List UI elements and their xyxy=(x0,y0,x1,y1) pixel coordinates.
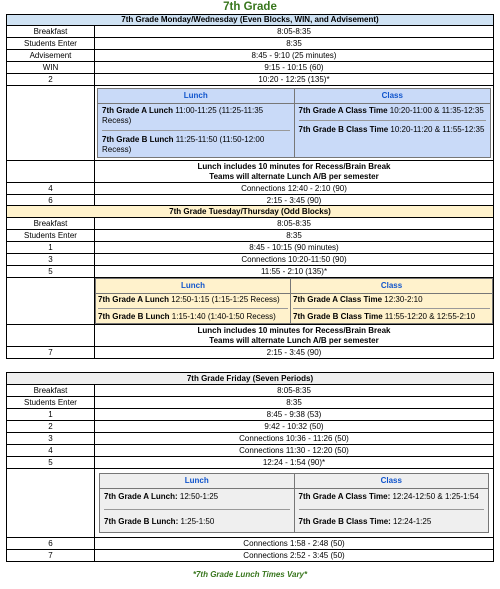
tth-label: 7 xyxy=(7,347,95,359)
fri-header: 7th Grade Friday (Seven Periods) xyxy=(7,373,494,385)
mw-b-class-label: 7th Grade B Class Time xyxy=(298,125,389,134)
fri-lunch-class-table xyxy=(99,473,489,533)
mw-time: 8:35 xyxy=(95,38,494,50)
mw-b-class-time: 10:20-11:20 & 11:55-12:35 xyxy=(388,125,485,134)
fri-class-header: Class xyxy=(294,474,489,489)
mw-b-lunch-label: 7th Grade B Lunch xyxy=(102,135,174,144)
tth-label: 3 xyxy=(7,254,95,266)
fri-time: Connections 2:52 - 3:45 (50) xyxy=(95,550,494,562)
fri-b-lunch-label: 7th Grade B Lunch: xyxy=(104,517,179,526)
mw-time: Connections 12:40 - 2:10 (90) xyxy=(95,183,494,195)
fri-b-lunch-time: 1:25-1:50 xyxy=(178,517,215,526)
lunch-footnote: *7th Grade Lunch Times Vary* xyxy=(192,570,308,579)
tth-time: 8:35 xyxy=(95,230,494,242)
mw-note-recess: Lunch includes 10 minutes for Recess/Brain Break xyxy=(197,161,391,171)
page-title: 7th Grade xyxy=(223,1,277,13)
mw-a-class-time: 10:20-11:00 & 11:35-12:35 xyxy=(387,106,484,115)
mw-note-alternate: Teams will alternate Lunch A/B per semester xyxy=(209,171,379,181)
mw-a-class-label: 7th Grade A Class Time xyxy=(298,106,388,115)
tth-label: Students Enter xyxy=(7,230,95,242)
mw-label: 4 xyxy=(7,183,95,195)
tth-b-lunch-label: 7th Grade B Lunch xyxy=(98,312,170,321)
fri-label: 3 xyxy=(7,433,95,445)
mw-a-lunch-label: 7th Grade A Lunch xyxy=(102,106,173,115)
tth-label: 5 xyxy=(7,266,95,278)
tth-b-class-time: 11:55-12:20 & 12:55-2:10 xyxy=(382,312,476,321)
mw-label: 6 xyxy=(7,195,95,207)
tth-header: 7th Grade Tuesday/Thursday (Odd Blocks) xyxy=(7,206,494,218)
fri-time: 8:45 - 9:38 (53) xyxy=(95,409,494,421)
fri-label: 4 xyxy=(7,445,95,457)
fri-time: 8:05-8:35 xyxy=(95,385,494,397)
tth-a-class-label: 7th Grade A Class Time xyxy=(293,295,383,304)
mw-label: WIN xyxy=(7,62,95,74)
fri-schedule-table xyxy=(6,372,494,562)
tth-note-recess: Lunch includes 10 minutes for Recess/Brain Break xyxy=(197,325,391,335)
fri-b-class-label: 7th Grade B Class Time: xyxy=(298,517,391,526)
tth-lunch-header: Lunch xyxy=(96,279,291,294)
fri-label: 6 xyxy=(7,538,95,550)
tth-time: Connections 10:20-11:50 (90) xyxy=(95,254,494,266)
fri-time: 8:35 xyxy=(95,397,494,409)
fri-time: Connections 11:30 - 12:20 (50) xyxy=(95,445,494,457)
fri-a-lunch-label: 7th Grade A Lunch: xyxy=(104,492,178,501)
tth-a-class-time: 12:30-2:10 xyxy=(382,295,423,304)
tth-lunch-class-table xyxy=(95,278,493,324)
fri-time: 9:42 - 10:32 (50) xyxy=(95,421,494,433)
fri-time: 12:24 - 1:54 (90)* xyxy=(95,457,494,469)
fri-label: Students Enter xyxy=(7,397,95,409)
tth-class-header: Class xyxy=(291,279,493,294)
fri-lunch-header: Lunch xyxy=(100,474,295,489)
fri-b-class-time: 12:24-1:25 xyxy=(390,517,432,526)
mw-time: 8:45 - 9:10 (25 minutes) xyxy=(95,50,494,62)
mw-lunch-class-table xyxy=(97,88,491,158)
fri-time: Connections 10:36 - 11:26 (50) xyxy=(95,433,494,445)
mw-time: 2:15 - 3:45 (90) xyxy=(95,195,494,207)
fri-a-class-time: 12:24-12:50 & 1:25-1:54 xyxy=(390,492,479,501)
fri-label: 7 xyxy=(7,550,95,562)
tth-schedule-table xyxy=(6,205,494,359)
fri-label: 2 xyxy=(7,421,95,433)
mw-header: 7th Grade Monday/Wednesday (Even Blocks, WIN, and Advisement) xyxy=(7,15,494,26)
tth-time: 8:05-8:35 xyxy=(95,218,494,230)
mw-time: 8:05-8:35 xyxy=(95,26,494,38)
mw-label: 2 xyxy=(7,74,95,86)
tth-time: 8:45 - 10:15 (90 minutes) xyxy=(95,242,494,254)
mw-label: Students Enter xyxy=(7,38,95,50)
tth-label: 1 xyxy=(7,242,95,254)
fri-label: 5 xyxy=(7,457,95,469)
tth-b-class-label: 7th Grade B Class Time xyxy=(293,312,383,321)
mw-time: 10:20 - 12:25 (135)* xyxy=(95,74,494,86)
tth-time: 11:55 - 2:10 (135)* xyxy=(95,266,494,278)
mw-class-header: Class xyxy=(294,89,491,104)
mw-b-lunch-time: 11:25-11:50 (11:50-12:00 Recess) xyxy=(102,135,265,154)
fri-a-class-label: 7th Grade A Class Time: xyxy=(298,492,391,501)
fri-time: Connections 1:58 - 2:48 (50) xyxy=(95,538,494,550)
mw-label: Advisement xyxy=(7,50,95,62)
fri-label: Breakfast xyxy=(7,385,95,397)
mw-time: 9:15 - 10:15 (60) xyxy=(95,62,494,74)
fri-a-lunch-time: 12:50-1:25 xyxy=(177,492,219,501)
mw-label: Breakfast xyxy=(7,26,95,38)
mw-a-lunch-time: 11:00-11:25 (11:25-11:35 Recess) xyxy=(102,106,264,125)
tth-label: Breakfast xyxy=(7,218,95,230)
mw-lunch-header: Lunch xyxy=(98,89,295,104)
tth-time: 2:15 - 3:45 (90) xyxy=(95,347,494,359)
tth-b-lunch-time: 1:15-1:40 (1:40-1:50 Recess) xyxy=(169,312,276,321)
tth-a-lunch-label: 7th Grade A Lunch xyxy=(98,295,169,304)
mw-schedule-table xyxy=(6,14,494,207)
tth-note-alternate: Teams will alternate Lunch A/B per semester xyxy=(209,335,379,345)
fri-label: 1 xyxy=(7,409,95,421)
tth-a-lunch-time: 12:50-1:15 (1:15-1:25 Recess) xyxy=(168,295,280,304)
